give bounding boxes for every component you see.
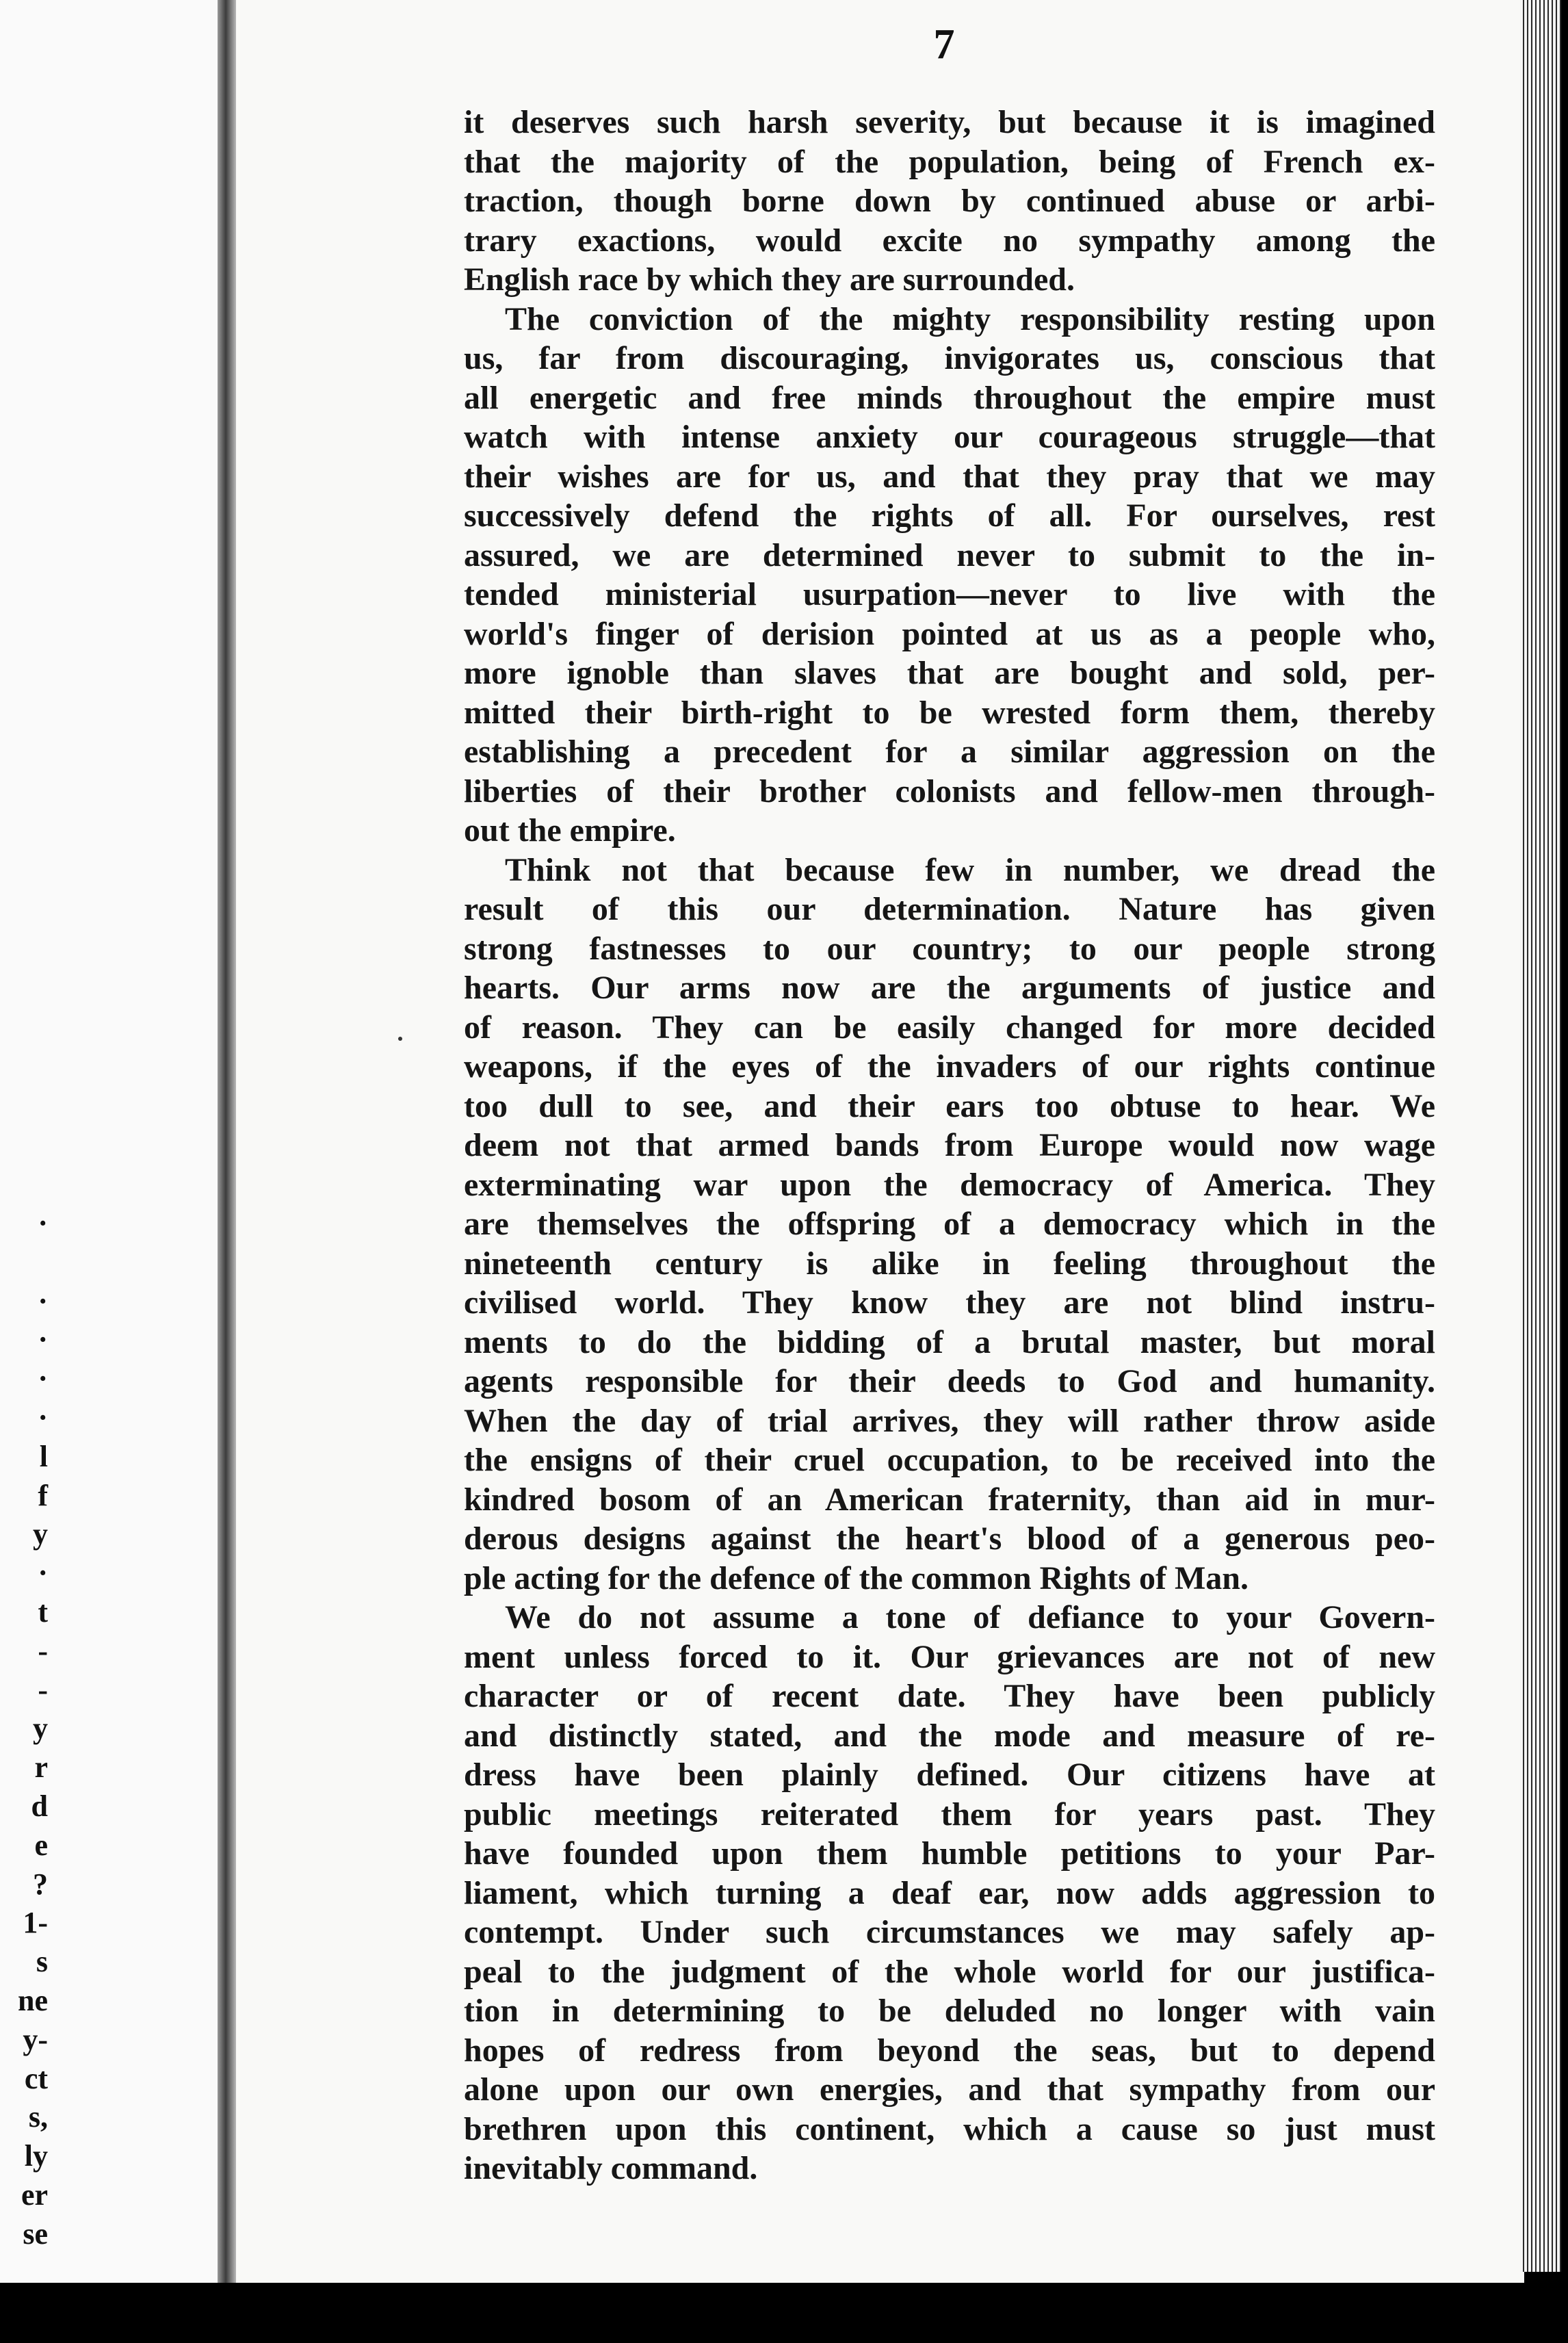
margin-fragment: ne (18, 1983, 48, 2017)
paragraph (464, 851, 1435, 1598)
text-line: exterminating war upon the democracy of America. They (464, 1166, 1435, 1203)
margin-fragment: e (34, 1828, 48, 1862)
text-line: Think not that because few in number, we dread the (505, 851, 1435, 888)
margin-fragment: - (38, 1633, 48, 1668)
text-line: liament, which turning a deaf ear, now adds aggression to (464, 1874, 1435, 1911)
text-line: out the empire. (464, 812, 676, 849)
text-line: deem not that armed bands from Europe would now wage (464, 1127, 1435, 1163)
text-line: kindred bosom of an American fraternity, than aid in mur- (464, 1481, 1435, 1518)
text-line: liberties of their brother colonists and fellow-men through- (464, 773, 1435, 810)
text-line: tion in determining to be deluded no longer with vain (464, 1993, 1435, 2029)
margin-fragment: · (38, 1323, 48, 1357)
text-line: ment unless forced to it. Our grievances are not of new (464, 1638, 1435, 1675)
margin-fragment: · (38, 1400, 48, 1434)
text-line: contempt. Under such circumstances we may safely ap- (464, 1914, 1435, 1950)
margin-fragment: se (23, 2216, 48, 2251)
paragraph (464, 300, 1435, 851)
text-line: We do not assume a tone of defiance to your Govern- (505, 1599, 1435, 1635)
margin-fragment: r (34, 1750, 48, 1785)
text-line: derous designs against the heart's blood of a generous peo- (464, 1520, 1435, 1557)
text-line: weapons, if the eyes of the invaders of our rights continue (464, 1048, 1435, 1085)
text-line: are themselves the offspring of a democracy which in the (464, 1206, 1435, 1242)
margin-fragment: ly (24, 2139, 48, 2173)
text-line: us, far from discouraging, invigorates us, conscious that (464, 340, 1435, 376)
left-margin-text-fragments (0, 1204, 48, 2258)
text-line: result of this our determination. Nature has given (464, 891, 1435, 927)
text-line: assured, we are determined never to submit to the in- (464, 536, 1435, 573)
page-number: 7 (933, 21, 955, 68)
margin-fragment: · (38, 1206, 48, 1240)
scan-bottom-border (0, 2283, 1568, 2343)
text-line: brethren upon this continent, which a cause so just must (464, 2110, 1435, 2147)
margin-fragment: y (33, 1517, 48, 1551)
text-line: mitted their birth-right to be wrested form them, thereby (464, 694, 1435, 731)
text-line: the ensigns of their cruel occupation, to be received into the (464, 1442, 1435, 1478)
text-line: alone upon our own energies, and that sympathy from our (464, 2071, 1435, 2108)
text-line: establishing a precedent for a similar aggression on the (464, 734, 1435, 770)
text-line: have founded upon them humble petitions to your Par- (464, 1835, 1435, 1872)
paragraph (464, 1598, 1435, 2188)
paragraph (464, 103, 1435, 300)
text-line: hopes of redress from beyond the seas, but to depend (464, 2032, 1435, 2069)
text-line: ple acting for the defence of the common Rights of Man. (464, 1559, 1249, 1596)
text-line: it deserves such harsh severity, but because it is imagined (464, 104, 1435, 140)
margin-fragment: l (39, 1439, 48, 1473)
margin-fragment: er (21, 2177, 48, 2212)
text-line: their wishes are for us, and that they pray that we may (464, 458, 1435, 495)
text-line: world's finger of derision pointed at us as a people who, (464, 615, 1435, 652)
text-line: tended ministerial usurpation—never to live with the (464, 576, 1435, 612)
margin-fragment: 1- (23, 1906, 48, 1940)
margin-fragment: y- (23, 2022, 48, 2056)
text-line: successively defend the rights of all. For ourselves, rest (464, 497, 1435, 534)
body-text (464, 103, 1435, 2188)
book-gutter (218, 0, 238, 2286)
text-line: character or of recent date. They have been publicly (464, 1678, 1435, 1714)
text-line: too dull to see, and their ears too obtuse to hear. We (464, 1087, 1435, 1124)
margin-fragment: · (38, 1556, 48, 1590)
margin-fragment: · (38, 1362, 48, 1396)
ink-speck (398, 1037, 402, 1041)
text-line: public meetings reiterated them for years past. They (464, 1796, 1435, 1833)
text-line: trary exactions, would excite no sympathy among the (464, 222, 1435, 259)
margin-fragment: s (36, 1945, 48, 1979)
text-line: of reason. They can be easily changed for more decided (464, 1009, 1435, 1046)
page-stack-edges (1520, 0, 1561, 2272)
margin-fragment (0, 1243, 48, 1282)
text-line: and distinctly stated, and the mode and measure of re- (464, 1717, 1435, 1754)
margin-fragment: f (38, 1478, 48, 1512)
text-line: inevitably command. (464, 2150, 758, 2186)
text-line: ments to do the bidding of a brutal master, but moral (464, 1323, 1435, 1360)
margin-fragment: ? (33, 1867, 48, 1901)
margin-fragment: s, (28, 2100, 48, 2134)
text-line: When the day of trial arrives, they will rather throw aside (464, 1402, 1435, 1439)
text-line: nineteenth century is alike in feeling throughout the (464, 1245, 1435, 1282)
margin-fragment: d (31, 1789, 48, 1823)
margin-fragment: · (38, 1284, 48, 1318)
text-line: peal to the judgment of the whole world for our justifica- (464, 1953, 1435, 1990)
text-line: strong fastnesses to our country; to our people strong (464, 930, 1435, 967)
margin-fragment: ct (24, 2061, 48, 2095)
text-line: traction, though borne down by continued abuse or arbi- (464, 183, 1435, 219)
margin-fragment: t (38, 1594, 48, 1629)
text-line: hearts. Our arms now are the arguments of justice and (464, 970, 1435, 1006)
margin-fragment: y (33, 1711, 48, 1746)
text-line: that the majority of the population, being of French ex- (464, 143, 1435, 180)
text-line: watch with intense anxiety our courageous struggle—that (464, 419, 1435, 455)
text-line: agents responsible for their deeds to God and humanity. (464, 1363, 1435, 1399)
margin-fragment: - (38, 1672, 48, 1707)
text-line: dress have been plainly defined. Our citizens have at (464, 1757, 1435, 1793)
text-line: English race by which they are surrounded. (464, 261, 1075, 298)
text-line: more ignoble than slaves that are bought and sold, per- (464, 655, 1435, 691)
text-line: all energetic and free minds throughout the empire must (464, 379, 1435, 416)
text-line: The conviction of the mighty responsibility resting upon (505, 300, 1435, 337)
text-line: civilised world. They know they are not blind instru- (464, 1284, 1435, 1321)
